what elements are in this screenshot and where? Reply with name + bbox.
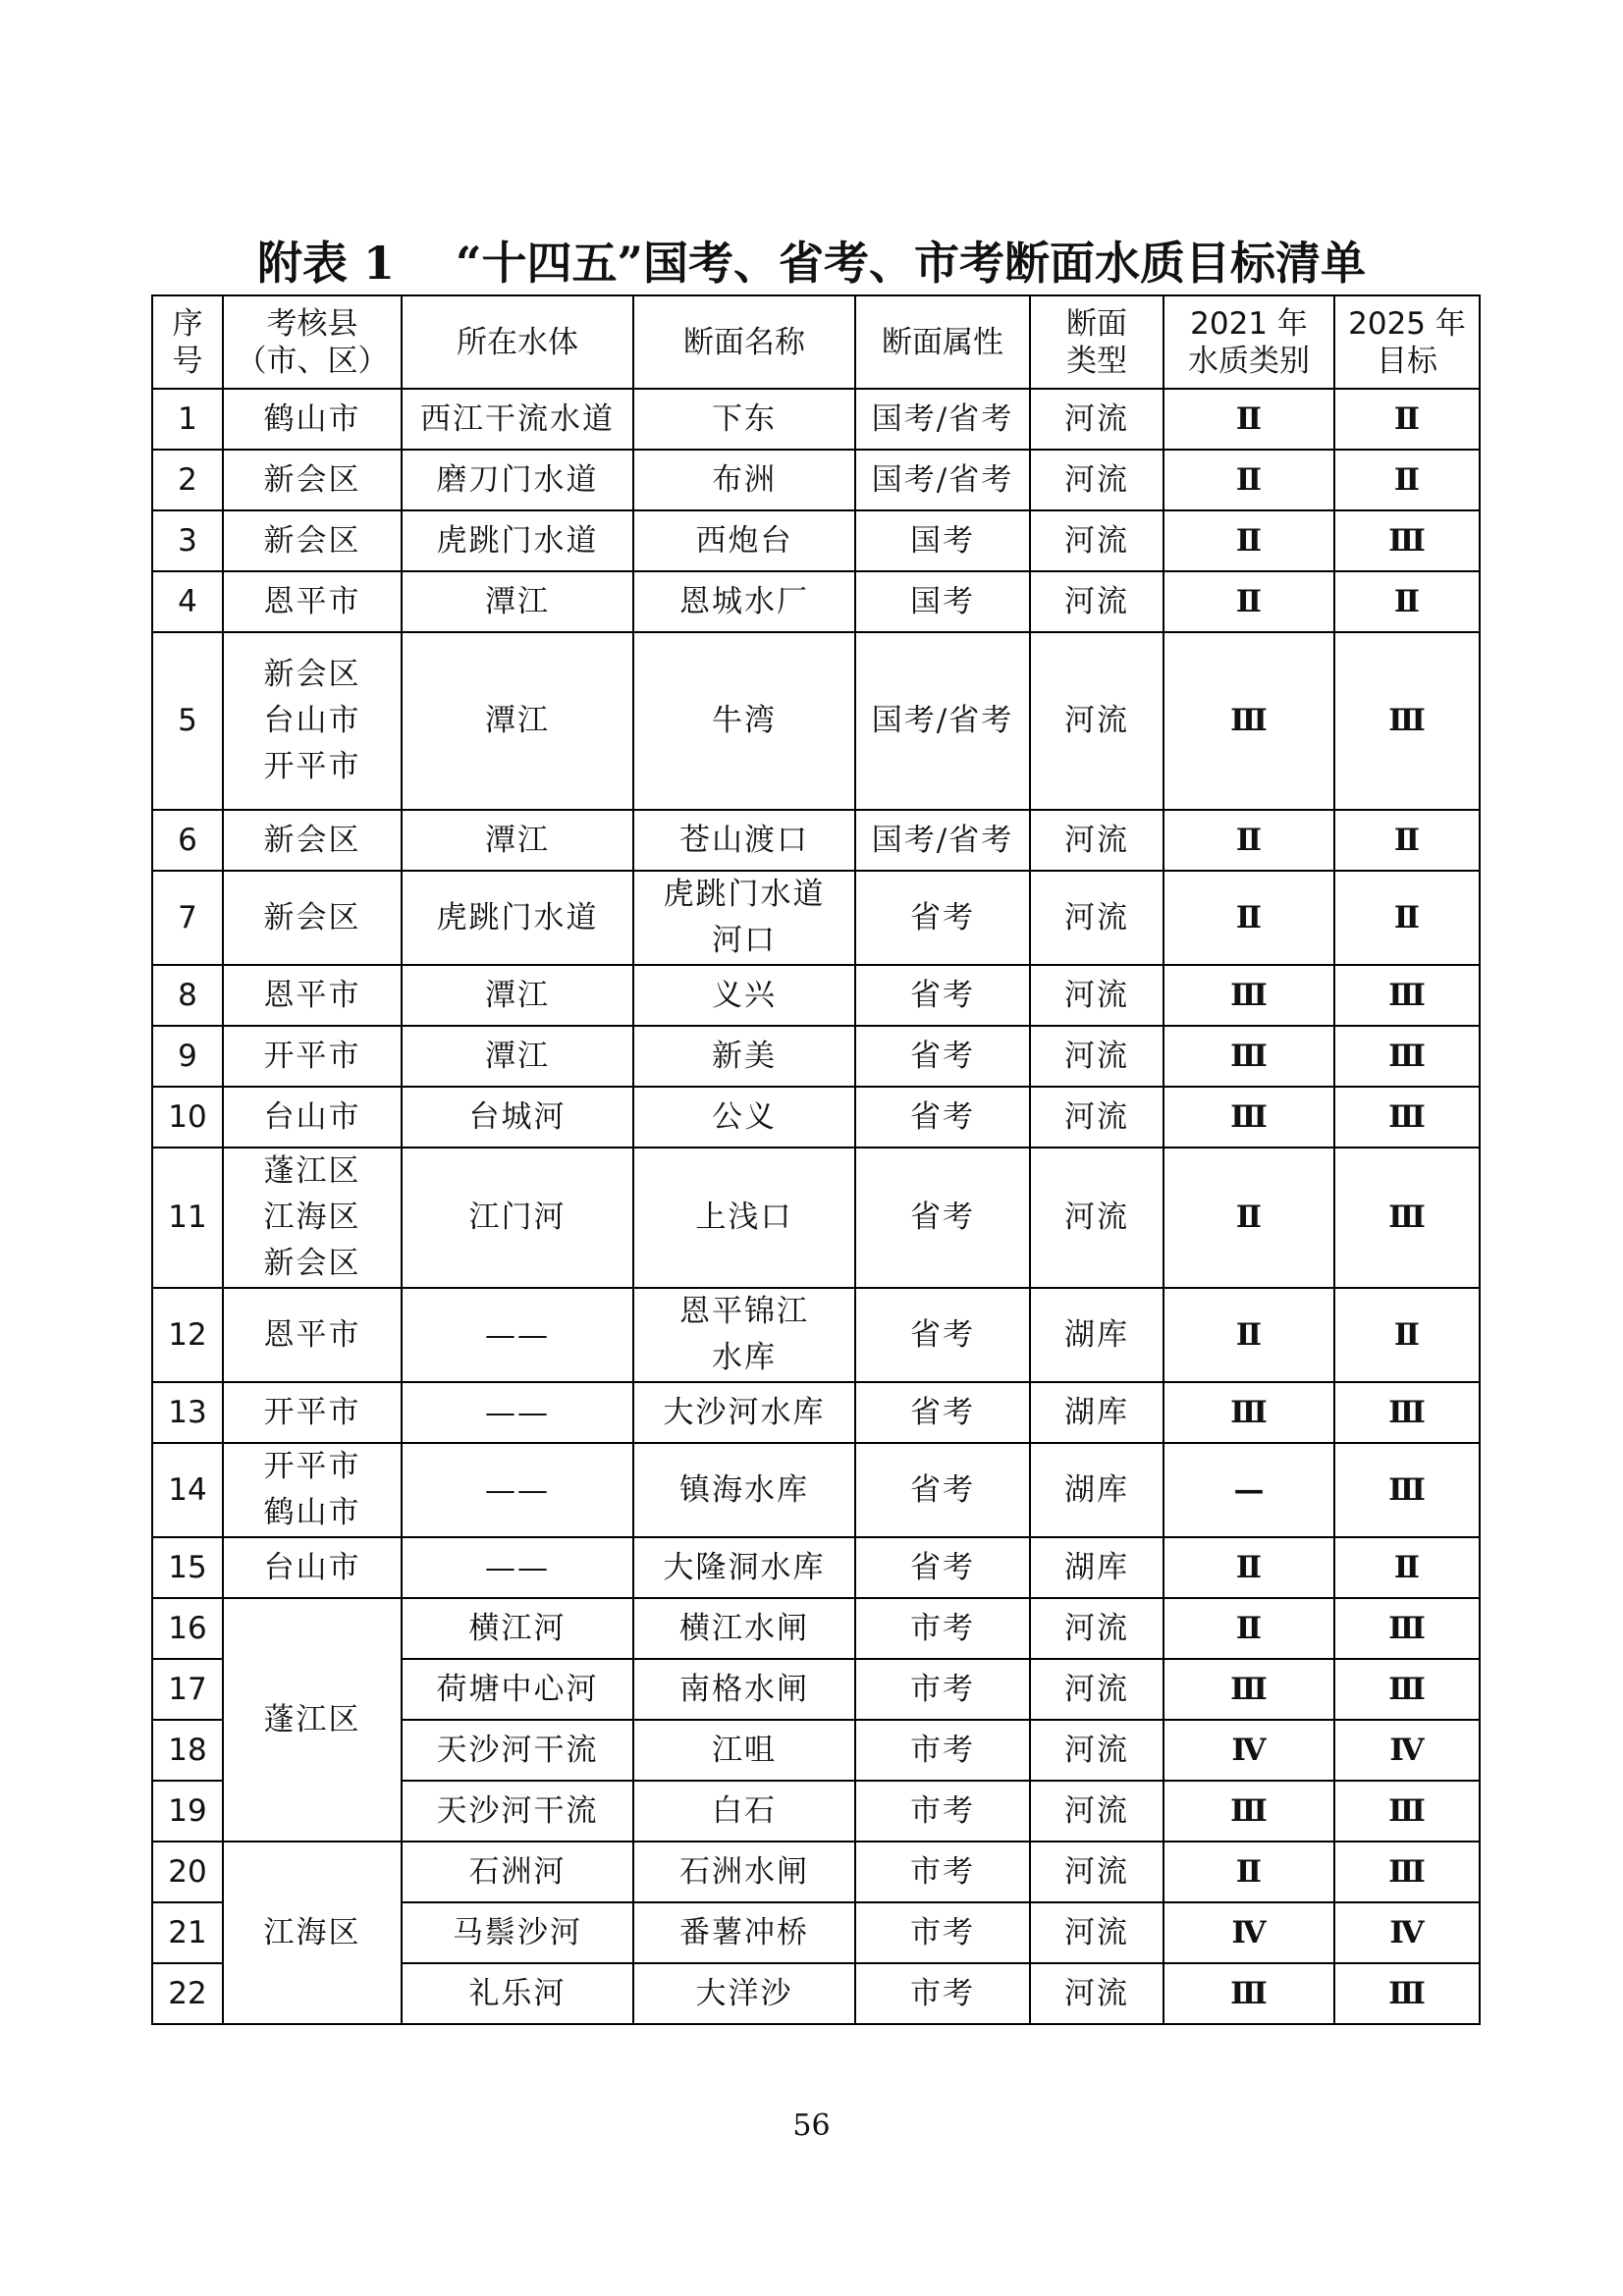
cell-quality-2021: Ⅲ [1163,632,1334,810]
cell-water-body-line: 潭江 [485,822,550,858]
cell-county [223,389,402,450]
cell-county [223,1382,402,1443]
cell-section-type: 河流 [1030,810,1163,871]
cell-target-2025: Ⅲ [1334,1026,1480,1087]
cell-water-body [402,1902,633,1963]
table-row [152,1288,1480,1382]
cell-section-type: 河流 [1030,571,1163,632]
cell-water-body-line: 横江河 [468,1610,567,1646]
header-col-water-body [402,295,633,389]
cell-section-name [633,1659,855,1720]
cell-section-attr: 市考 [855,1842,1030,1902]
cell-county-line: 新会区 [263,657,361,692]
header-label: 2021 年 [1190,305,1308,342]
cell-county [223,1842,402,2024]
cell-no: 19 [152,1781,223,1842]
cell-section-name [633,1842,855,1902]
cell-county-line: 开平市 [263,749,361,784]
cell-county-line: 新会区 [263,1246,361,1281]
cell-target-2025: Ⅲ [1334,1659,1480,1720]
cell-no: 16 [152,1598,223,1659]
table-row [152,1598,1480,1659]
cell-water-body [402,510,633,571]
table-row [152,1537,1480,1598]
cell-county [223,510,402,571]
cell-water-body [402,1659,633,1720]
cell-section-attr: 国考 [855,571,1030,632]
cell-target-2025: Ⅲ [1334,1087,1480,1148]
cell-section-name-line: 番薯冲桥 [679,1914,809,1950]
table-row [152,965,1480,1026]
cell-section-name-line: 河口 [712,923,777,958]
cell-section-name [633,1537,855,1598]
cell-water-body-line: 潭江 [485,977,550,1013]
cell-water-body-line: 天沙河干流 [436,1792,599,1829]
cell-section-name-line: 大隆洞水库 [663,1549,826,1585]
cell-section-name [633,1382,855,1443]
cell-section-type: 河流 [1030,1781,1163,1842]
cell-no: 14 [152,1443,223,1537]
cell-section-name [633,389,855,450]
cell-water-body-line: 台城河 [468,1098,567,1135]
cell-section-name [633,1720,855,1781]
cell-section-name [633,632,855,810]
cell-section-attr: 省考 [855,1087,1030,1148]
cell-water-body-line: 虎跳门水道 [436,899,599,935]
cell-section-name [633,1902,855,1963]
cell-section-name-line: 下东 [712,400,777,437]
cell-section-type: 河流 [1030,965,1163,1026]
table-row [152,450,1480,510]
cell-county-line: 新会区 [263,822,361,858]
cell-section-type: 河流 [1030,632,1163,810]
cell-quality-2021: Ⅱ [1163,1288,1334,1382]
cell-water-body-line: —— [485,1316,550,1353]
cell-target-2025: Ⅲ [1334,1148,1480,1288]
cell-target-2025: Ⅲ [1334,632,1480,810]
cell-quality-2021: Ⅱ [1163,1148,1334,1288]
cell-target-2025: Ⅲ [1334,1443,1480,1537]
cell-water-body-line: 江门河 [468,1200,567,1235]
cell-section-type: 河流 [1030,1148,1163,1288]
cell-county-line: 开平市 [263,1038,361,1074]
cell-section-name-line: 苍山渡口 [679,822,809,858]
cell-water-body [402,1537,633,1598]
cell-quality-2021: Ⅳ [1163,1902,1334,1963]
cell-target-2025: Ⅳ [1334,1720,1480,1781]
cell-no: 22 [152,1963,223,2024]
cell-water-body-line: 礼乐河 [468,1975,567,2011]
cell-section-attr: 省考 [855,1443,1030,1537]
table-row [152,1443,1480,1537]
cell-water-body [402,965,633,1026]
cell-county [223,1537,402,1598]
cell-water-body [402,1443,633,1537]
cell-water-body [402,1598,633,1659]
header-label: 考核县 [266,305,358,342]
cell-section-attr: 市考 [855,1659,1030,1720]
cell-water-body-line: 马鬃沙河 [453,1914,582,1950]
table-body [152,389,1480,2024]
cell-water-body-line: —— [485,1549,550,1585]
cell-target-2025: Ⅲ [1334,510,1480,571]
cell-county [223,1443,402,1537]
cell-section-attr: 省考 [855,1288,1030,1382]
cell-county-line: 新会区 [263,899,361,935]
cell-section-name-line: 南格水闸 [679,1671,809,1707]
table-row [152,1382,1480,1443]
cell-quality-2021: Ⅲ [1163,1963,1334,2024]
header-label: （市、区） [236,343,389,379]
cell-quality-2021: Ⅲ [1163,1781,1334,1842]
cell-section-type: 湖库 [1030,1443,1163,1537]
cell-section-type: 河流 [1030,1026,1163,1087]
header-col-target-2025 [1334,295,1480,389]
cell-section-name [633,1026,855,1087]
cell-water-body-line: 西江干流水道 [420,400,615,437]
cell-section-type: 河流 [1030,510,1163,571]
cell-section-type: 湖库 [1030,1537,1163,1598]
cell-target-2025: Ⅱ [1334,1288,1480,1382]
cell-target-2025: Ⅱ [1334,1537,1480,1598]
cell-section-attr: 国考/省考 [855,632,1030,810]
cell-no: 13 [152,1382,223,1443]
cell-section-name-line: 石洲水闸 [679,1853,809,1890]
cell-county [223,1598,402,1842]
cell-quality-2021: Ⅳ [1163,1720,1334,1781]
cell-section-name [633,1148,855,1288]
cell-quality-2021: Ⅱ [1163,450,1334,510]
cell-section-attr: 省考 [855,1026,1030,1087]
cell-no: 9 [152,1026,223,1087]
table-row [152,1087,1480,1148]
cell-section-type: 河流 [1030,1842,1163,1902]
cell-quality-2021: Ⅲ [1163,1026,1334,1087]
cell-section-attr: 市考 [855,1963,1030,2024]
cell-section-type: 河流 [1030,389,1163,450]
cell-section-name [633,510,855,571]
cell-water-body [402,1382,633,1443]
cell-water-body-line: 潭江 [485,703,550,738]
cell-county [223,1087,402,1148]
cell-section-type: 湖库 [1030,1382,1163,1443]
header-col-section-attr [855,295,1030,389]
cell-county-line: 恩平市 [263,583,361,619]
cell-quality-2021: Ⅲ [1163,1087,1334,1148]
cell-no: 18 [152,1720,223,1781]
cell-no: 5 [152,632,223,810]
cell-section-name-line: 上浅口 [695,1200,793,1235]
cell-quality-2021: Ⅱ [1163,1598,1334,1659]
cell-water-body-line: 荷塘中心河 [436,1671,599,1707]
cell-section-name [633,1598,855,1659]
cell-water-body-line: 潭江 [485,583,550,619]
cell-water-body-line: 天沙河干流 [436,1732,599,1768]
cell-no: 7 [152,871,223,965]
cell-target-2025: Ⅲ [1334,1781,1480,1842]
cell-quality-2021: Ⅱ [1163,871,1334,965]
cell-county-line: 恩平市 [263,977,361,1013]
cell-no: 10 [152,1087,223,1148]
cell-section-attr: 国考/省考 [855,810,1030,871]
cell-no: 4 [152,571,223,632]
header-label: 号 [172,343,203,379]
cell-water-body [402,1087,633,1148]
cell-quality-2021: Ⅲ [1163,1382,1334,1443]
water-quality-target-table [151,294,1481,2025]
table-row [152,871,1480,965]
cell-section-type: 河流 [1030,1598,1163,1659]
cell-county-line: 蓬江区 [263,1153,361,1189]
cell-target-2025: Ⅱ [1334,389,1480,450]
cell-water-body [402,450,633,510]
cell-section-name-line: 虎跳门水道 [663,877,826,912]
cell-section-name-line: 布洲 [712,461,777,498]
cell-no: 1 [152,389,223,450]
header-col-section-name [633,295,855,389]
cell-county [223,1288,402,1382]
header-label: 序 [172,305,203,342]
cell-section-name [633,1963,855,2024]
header-label: 目标 [1377,343,1437,379]
cell-water-body [402,810,633,871]
cell-section-name [633,871,855,965]
cell-county-line: 台山市 [263,703,361,738]
cell-section-attr: 省考 [855,1148,1030,1288]
cell-water-body-line: 潭江 [485,1038,550,1074]
cell-county-line: 江海区 [263,1200,361,1235]
cell-water-body-line: 磨刀门水道 [436,461,599,498]
cell-water-body-line: 石洲河 [468,1853,567,1890]
table-row [152,571,1480,632]
cell-target-2025: Ⅱ [1334,810,1480,871]
cell-water-body [402,1288,633,1382]
cell-water-body [402,1720,633,1781]
cell-county [223,1026,402,1087]
cell-section-attr: 省考 [855,1537,1030,1598]
table-row [152,510,1480,571]
cell-section-attr: 市考 [855,1598,1030,1659]
cell-water-body-line: 虎跳门水道 [436,522,599,559]
cell-section-name-line: 横江水闸 [679,1610,809,1646]
cell-no: 17 [152,1659,223,1720]
cell-section-name-line: 公义 [712,1098,777,1135]
cell-section-name-line: 镇海水库 [679,1471,809,1508]
cell-section-attr: 省考 [855,1382,1030,1443]
cell-no: 20 [152,1842,223,1902]
cell-quality-2021: Ⅱ [1163,389,1334,450]
cell-county-line: 台山市 [263,1098,361,1135]
cell-water-body-line: —— [485,1471,550,1508]
cell-section-type: 河流 [1030,1087,1163,1148]
cell-quality-2021: Ⅱ [1163,810,1334,871]
cell-quality-2021: Ⅱ [1163,1842,1334,1902]
cell-county-line: 鹤山市 [263,400,361,437]
header-label: 断面属性 [882,324,1003,360]
cell-section-name-line: 西炮台 [695,522,793,559]
cell-section-type: 河流 [1030,1902,1163,1963]
cell-water-body [402,1148,633,1288]
table-row [152,632,1480,810]
cell-water-body-line: —— [485,1394,550,1430]
header-label: 水质类别 [1188,343,1310,379]
header-col-quality-2021 [1163,295,1334,389]
cell-water-body [402,1026,633,1087]
cell-county-line: 台山市 [263,1549,361,1585]
page-number: 56 [792,2109,831,2143]
cell-no: 15 [152,1537,223,1598]
cell-quality-2021: — [1163,1443,1334,1537]
cell-section-attr: 市考 [855,1720,1030,1781]
cell-water-body [402,1963,633,2024]
header-col-section-type [1030,295,1163,389]
cell-section-type: 河流 [1030,1659,1163,1720]
cell-no: 3 [152,510,223,571]
cell-section-name [633,1443,855,1537]
page-title: 附表 1 “十四五”国考、省考、市考断面水质目标清单 [257,237,1366,290]
cell-section-name-line: 白石 [712,1792,777,1829]
cell-county-line: 江海区 [263,1914,361,1950]
header-label: 断面 [1066,305,1127,342]
cell-section-name [633,965,855,1026]
cell-water-body [402,632,633,810]
cell-section-type: 湖库 [1030,1288,1163,1382]
cell-section-attr: 省考 [855,965,1030,1026]
cell-section-type: 河流 [1030,871,1163,965]
cell-no: 2 [152,450,223,510]
cell-section-attr: 市考 [855,1781,1030,1842]
cell-no: 21 [152,1902,223,1963]
cell-water-body [402,571,633,632]
cell-section-type: 河流 [1030,1963,1163,2024]
cell-county [223,871,402,965]
cell-section-attr: 省考 [855,871,1030,965]
table-row [152,1842,1480,1902]
cell-quality-2021: Ⅲ [1163,965,1334,1026]
cell-section-name-line: 新美 [712,1038,777,1074]
cell-section-name [633,1087,855,1148]
cell-quality-2021: Ⅱ [1163,510,1334,571]
cell-county [223,632,402,810]
header-col-county [223,295,402,389]
cell-county-line: 鹤山市 [263,1495,361,1530]
cell-target-2025: Ⅳ [1334,1902,1480,1963]
table-row [152,1148,1480,1288]
cell-water-body [402,1842,633,1902]
cell-county-line: 蓬江区 [263,1701,361,1737]
cell-section-name-line: 水库 [712,1340,777,1375]
cell-section-name-line: 大沙河水库 [663,1394,826,1430]
header-label: 断面名称 [683,324,805,360]
cell-section-name [633,450,855,510]
table-header-row [152,295,1480,389]
cell-water-body [402,389,633,450]
cell-target-2025: Ⅲ [1334,1842,1480,1902]
cell-county-line: 新会区 [263,522,361,559]
cell-quality-2021: Ⅱ [1163,1537,1334,1598]
cell-county [223,450,402,510]
cell-section-name [633,810,855,871]
header-label: 所在水体 [457,324,578,360]
cell-section-name-line: 恩城水厂 [679,583,809,619]
cell-section-type: 河流 [1030,450,1163,510]
cell-section-attr: 国考/省考 [855,450,1030,510]
cell-water-body [402,1781,633,1842]
cell-county-line: 新会区 [263,461,361,498]
cell-no: 12 [152,1288,223,1382]
cell-target-2025: Ⅲ [1334,1963,1480,2024]
cell-target-2025: Ⅲ [1334,1598,1480,1659]
cell-section-name [633,1288,855,1382]
table-row [152,389,1480,450]
cell-county [223,1148,402,1288]
cell-county-line: 开平市 [263,1449,361,1484]
header-label: 2025 年 [1348,305,1466,342]
cell-no: 8 [152,965,223,1026]
cell-county [223,965,402,1026]
cell-county [223,571,402,632]
cell-section-name-line: 江咀 [712,1732,777,1768]
cell-section-name-line: 义兴 [712,977,777,1013]
table-row [152,810,1480,871]
cell-target-2025: Ⅱ [1334,871,1480,965]
cell-target-2025: Ⅲ [1334,1382,1480,1443]
header-col-no [152,295,223,389]
header-label: 类型 [1066,343,1127,379]
cell-county-line: 开平市 [263,1394,361,1430]
cell-county [223,810,402,871]
cell-section-name-line: 恩平锦江 [679,1294,809,1329]
cell-section-attr: 国考 [855,510,1030,571]
cell-section-name [633,1781,855,1842]
cell-target-2025: Ⅱ [1334,450,1480,510]
cell-target-2025: Ⅲ [1334,965,1480,1026]
cell-section-attr: 国考/省考 [855,389,1030,450]
cell-section-name [633,571,855,632]
cell-section-attr: 市考 [855,1902,1030,1963]
cell-no: 11 [152,1148,223,1288]
cell-water-body [402,871,633,965]
cell-section-name-line: 牛湾 [712,703,777,738]
cell-section-name-line: 大洋沙 [695,1975,793,2011]
cell-no: 6 [152,810,223,871]
cell-section-type: 河流 [1030,1720,1163,1781]
cell-target-2025: Ⅱ [1334,571,1480,632]
table-row [152,1026,1480,1087]
cell-quality-2021: Ⅱ [1163,571,1334,632]
cell-county-line: 恩平市 [263,1316,361,1353]
cell-quality-2021: Ⅲ [1163,1659,1334,1720]
